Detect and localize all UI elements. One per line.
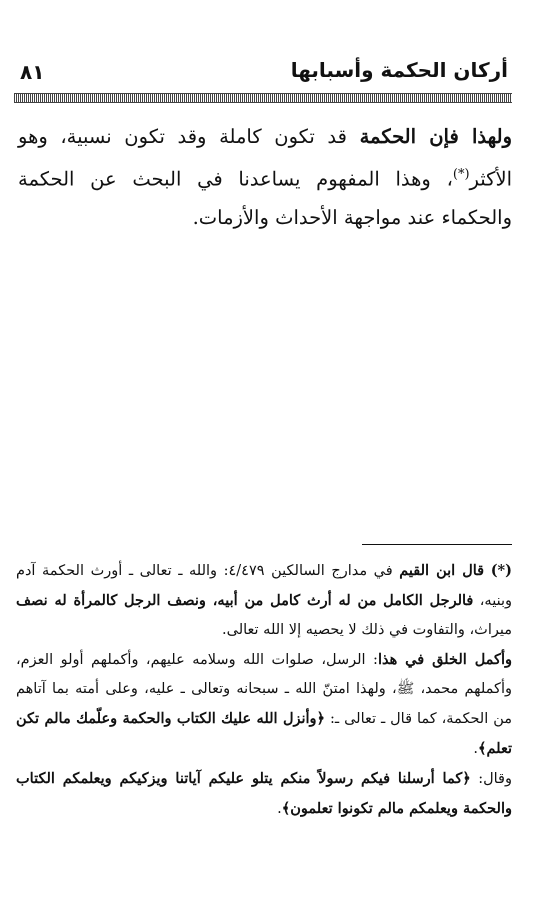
footnote-separator bbox=[362, 544, 512, 545]
running-header bbox=[14, 60, 508, 90]
footnote-1 bbox=[16, 556, 512, 645]
page-number: ٨١ bbox=[20, 60, 45, 84]
footnote-1-text-1: في مدارج السالكين ٤/٤٧٩: والله ـ تعالى ـ أورث الحكمة آدم وبنيه، bbox=[16, 563, 512, 609]
footnote-1-bold: قال ابن القيم bbox=[399, 562, 485, 579]
footnote-2-text-1: : الرسل، صلوات الله وسلامه عليهم، وأكملهم أولو العزم، وأكملهم محمد، ﷺ، ولهذا امتنّ الله ـ سبحانه وتعالى ـ عليه، وعلى أمته بما آتاهم من الحكمة، كما قال ـ تعالى ـ: bbox=[16, 652, 512, 727]
footnote-1-bold-2: فالرجل الكامل من له أرث كامل من أبيه، ونصف الرجل كالمرأة له نصف bbox=[16, 592, 474, 609]
body-text-part-1: قد تكون كاملة وقد تكون نسبية، وهو الأكثر bbox=[18, 125, 512, 191]
footnote-1-marker: (*) bbox=[490, 562, 512, 579]
footnote-2-bold: وأكمل الخلق في هذا bbox=[377, 651, 512, 668]
header-rule bbox=[14, 93, 512, 103]
footnote-3-end: . bbox=[277, 801, 282, 817]
footnote-1-text-2: ميراث، والتفاوت في ذلك لا يحصيه إلا الله تعالى. bbox=[222, 622, 512, 638]
body-text-part-2: ، وهذا المفهوم يساعدنا في البحث عن الحكمة والحكماء عند مواجهة الأحداث والأزمات. bbox=[18, 167, 512, 229]
body-lead-bold: ولهذا فإن الحكمة bbox=[359, 125, 512, 148]
footnote-2-end: . bbox=[473, 741, 479, 757]
body-paragraph bbox=[18, 118, 512, 237]
footnote-reference: (*) bbox=[452, 167, 470, 182]
footnotes bbox=[16, 556, 512, 824]
footnote-3 bbox=[16, 764, 512, 824]
footnote-3-quote: ﴿كما أرسلنا فيكم رسولاً منكم يتلو عليكم آياتنا ويزكيكم ويعلمكم الكتاب والحكمة ويعلمكم مالم تكونوا تعلمون﴾ bbox=[16, 770, 512, 817]
footnote-2-quote: ﴿وأنزل الله عليك الكتاب والحكمة وعلّمك مالم تكن تعلم﴾ bbox=[16, 710, 512, 757]
footnote-3-text-1: وقال: bbox=[470, 771, 512, 787]
footnote-2 bbox=[16, 645, 512, 764]
running-title: أركان الحكمة وأسبابها bbox=[290, 58, 508, 82]
